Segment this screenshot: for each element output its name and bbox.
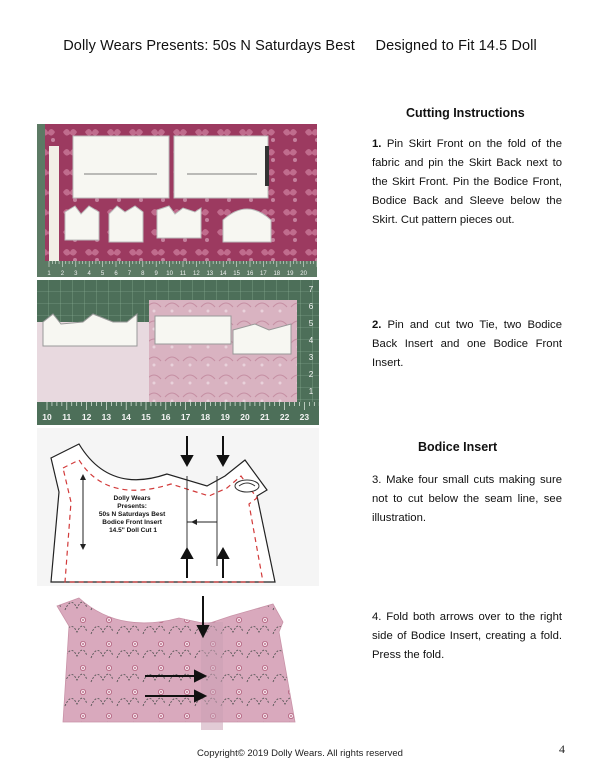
ruler-side-number: 3	[308, 353, 314, 362]
ruler-number: 9	[154, 271, 158, 277]
ruler1-ticks	[49, 261, 317, 267]
ruler-number: 14	[121, 412, 131, 422]
ruler-number: 4	[87, 271, 91, 277]
step3-text: 3. Make four small cuts making sure not to cut below the seam line, see illustration.	[372, 474, 562, 524]
step2-body: Pin and cut two Tie, two Bodice Back Insert and one Bodice Front Insert.	[372, 319, 562, 369]
pattern-label-line2: Presents:	[117, 503, 147, 510]
ruler-number: 14	[219, 271, 227, 277]
ruler-number: 13	[206, 271, 214, 277]
copyright-footer: Copyright© 2019 Dolly Wears. All rights reserved	[197, 748, 403, 759]
ruler-number: 17	[180, 412, 191, 422]
ruler-number: 15	[141, 412, 151, 422]
cut-pieces-photo	[37, 280, 319, 425]
ruler-number: 15	[233, 271, 240, 277]
ruler-number: 11	[62, 412, 72, 422]
page-number: 4	[559, 742, 565, 756]
ruler-number: 10	[42, 412, 52, 422]
ruler-number: 8	[141, 271, 145, 277]
ruler-number: 10	[166, 271, 173, 277]
ruler-number: 23	[299, 412, 310, 422]
ruler-number: 1	[47, 271, 51, 277]
ruler-number: 12	[193, 271, 200, 277]
ruler-number: 18	[273, 271, 281, 277]
ruler-number: 22	[279, 412, 290, 422]
bodice-insert-pattern-photo	[37, 428, 319, 586]
ruler-number: 20	[240, 412, 250, 422]
ruler-number: 16	[161, 412, 171, 422]
cutting-layout-photo	[37, 124, 317, 277]
step2-text	[372, 316, 562, 373]
cutting-instructions-title: Cutting Instructions	[406, 106, 525, 120]
ruler-side-number: 7	[308, 285, 314, 294]
pattern-label-line1: Dolly Wears	[113, 495, 151, 502]
step4-text: 4. Fold both arrows over to the right side of Bodice Insert, creating a fold. Press the fold.	[372, 611, 562, 661]
ruler-side-number: 2	[308, 370, 314, 379]
step1-number: 1.	[372, 138, 382, 150]
ruler-side-number: 6	[308, 302, 314, 311]
ruler-side-number: 5	[308, 319, 314, 328]
ruler-number: 6	[114, 271, 118, 277]
ruler-number: 7	[127, 271, 132, 277]
bodice-insert-title: Bodice Insert	[418, 440, 498, 454]
pattern-label-line3: 50s N Saturdays Best	[98, 511, 166, 518]
ruler-number: 19	[286, 271, 294, 277]
ruler-side-number: 1	[308, 387, 314, 396]
step1-text	[372, 135, 562, 230]
ruler-number: 16	[246, 271, 254, 277]
ruler-number: 12	[81, 412, 92, 422]
ruler-number: 5	[100, 271, 105, 277]
step2-number: 2.	[372, 319, 382, 331]
pattern-label-line5: 14.5" Doll Cut 1	[109, 527, 157, 534]
ruler-number: 18	[200, 412, 211, 422]
ruler-number: 11	[179, 271, 187, 277]
step1-body: Pin Skirt Front on the fold of the fabric and pin the Skirt Back next to the Skirt Front. Pin the Bodice Front, Bodice Back and Sleeve below the Skirt. Cut pattern pieces out.	[372, 138, 562, 226]
page-header: Dolly Wears Presents: 50s N Saturdays Best Designed to Fit 14.5 Doll	[63, 38, 537, 54]
ruler-number: 17	[260, 271, 267, 277]
ruler-number: 3	[74, 271, 78, 277]
ruler-number: 2	[60, 271, 65, 277]
ruler-number: 20	[300, 271, 307, 277]
bodice-insert-fabric-photo	[37, 590, 319, 742]
ruler-number: 19	[220, 412, 230, 422]
ruler-side-number: 4	[308, 336, 314, 345]
ruler-number: 21	[260, 412, 270, 422]
pattern-label-line4: Bodice Front Insert	[102, 519, 162, 526]
ruler-number: 13	[101, 412, 112, 422]
